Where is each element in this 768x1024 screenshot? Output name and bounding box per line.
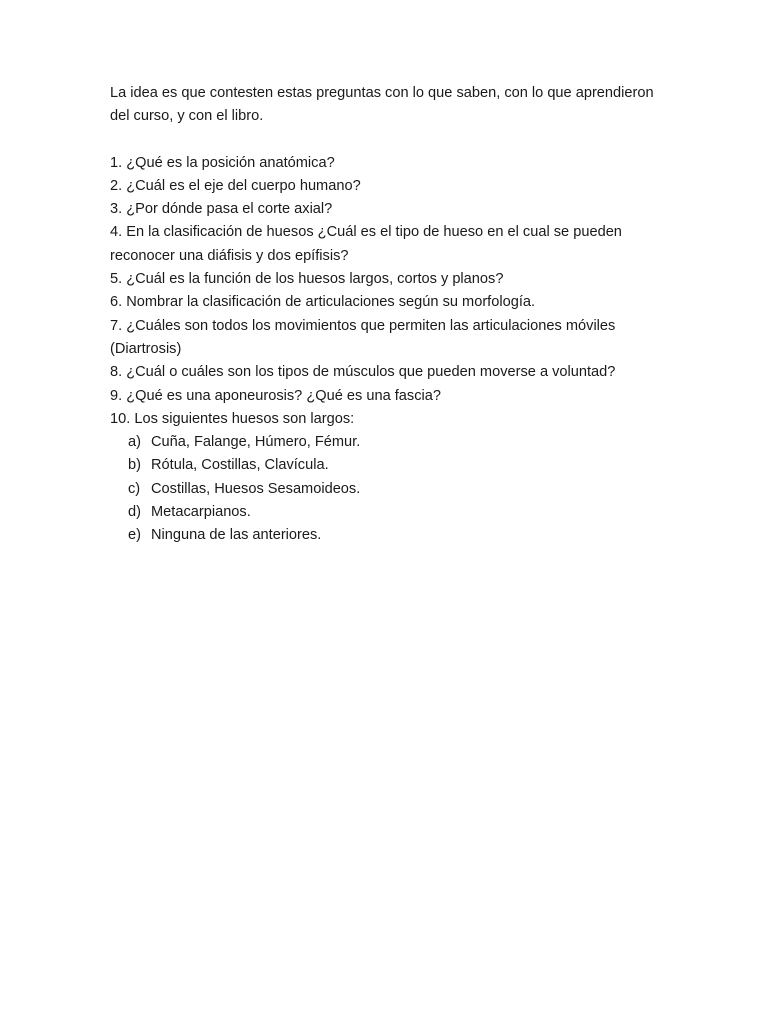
option-text: Metacarpianos. [151, 504, 251, 521]
document-page [110, 82, 670, 548]
question-9: 9. ¿Qué es una aponeurosis? ¿Qué es una fascia? [110, 387, 441, 404]
question-3: 3. ¿Por dónde pasa el corte axial? [110, 201, 333, 218]
option-text: Rótula, Costillas, Clavícula. [151, 457, 329, 474]
list-item [110, 478, 670, 501]
option-text: Cuña, Falange, Húmero, Fémur. [151, 434, 361, 451]
option-letter: e) [128, 527, 141, 544]
option-letter: b) [128, 457, 141, 474]
question-2: 2. ¿Cuál es el eje del cuerpo humano? [110, 177, 361, 194]
answer-options [110, 431, 670, 547]
question-5: 5. ¿Cuál es la función de los huesos largos, cortos y planos? [110, 271, 504, 288]
intro-line: La idea es que contesten estas preguntas con lo que saben, con lo que aprendieron [110, 85, 654, 101]
list-item [110, 501, 670, 524]
question-7: 7. ¿Cuáles son todos los movimientos que permiten las articulaciones móviles [110, 317, 616, 334]
intro-line: del curso, y con el libro. [110, 108, 264, 125]
list-item [110, 454, 670, 477]
question-list [110, 152, 670, 432]
question-10: 10. Los siguientes huesos son largos: [110, 410, 355, 427]
option-text: Costillas, Huesos Sesamoideos. [151, 480, 361, 497]
list-item [110, 524, 670, 547]
question-7-continued: (Diartrosis) [110, 340, 182, 357]
intro-paragraph [110, 82, 670, 129]
option-text: Ninguna de las anteriores. [151, 527, 322, 544]
option-letter: d) [128, 504, 141, 521]
question-6: 6. Nombrar la clasificación de articulaciones según su morfología. [110, 294, 536, 311]
question-4-continued: reconocer una diáfisis y dos epífisis? [110, 247, 349, 264]
list-item [110, 431, 670, 454]
question-4: 4. En la clasificación de huesos ¿Cuál es el tipo de hueso en el cual se pueden [110, 224, 622, 241]
option-letter: c) [128, 480, 141, 497]
question-1: 1. ¿Qué es la posición anatómica? [110, 154, 335, 171]
question-8: 8. ¿Cuál o cuáles son los tipos de músculos que pueden moverse a voluntad? [110, 364, 616, 381]
option-letter: a) [128, 434, 141, 451]
